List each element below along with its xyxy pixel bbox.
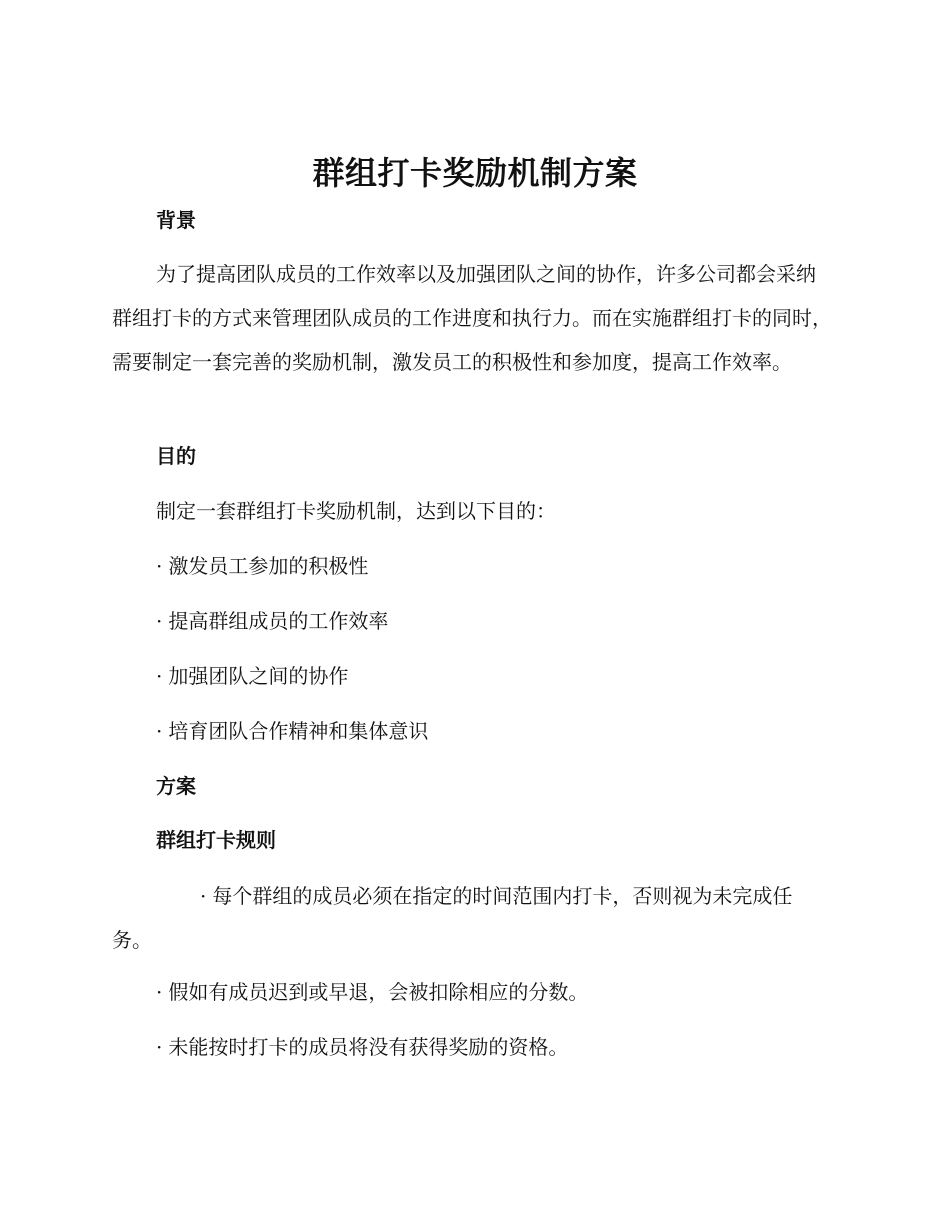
- document-title: 群组打卡奖励机制方案: [312, 154, 638, 192]
- background-paragraph: 为了提高团队成员的工作效率以及加强团队之间的协作，许多公司都会采纳群组打卡的方式来管理团队成员的工作进度和执行力。而在实施群组打卡的同时，需要制定一套完善的奖励机制，激发员工的积极性和参加度，提高工作效率。: [112, 262, 832, 374]
- bullet-icon: ·: [156, 1035, 163, 1059]
- purpose-list-item: · 激发员工参加的积极性: [156, 554, 369, 578]
- purpose-intro: 制定一套群组打卡奖励机制，达到以下目的：: [156, 499, 556, 523]
- rule-list-item: · 每个群组的成员必须在指定的时间范围内打卡，否则视为未完成任务。: [112, 874, 812, 962]
- rule-list-item: · 未能按时打卡的成员将没有获得奖励的资格。: [156, 1035, 569, 1059]
- section-heading-background: 背景: [156, 208, 196, 232]
- purpose-list-item: · 加强团队之间的协作: [156, 664, 349, 688]
- purpose-list-item: · 培育团队合作精神和集体意识: [156, 719, 429, 743]
- subheading-checkin-rules: 群组打卡规则: [156, 828, 276, 852]
- bullet-icon: ·: [156, 609, 163, 633]
- section-heading-purpose: 目的: [156, 444, 196, 468]
- bullet-icon: ·: [200, 884, 207, 908]
- bullet-icon: ·: [156, 554, 163, 578]
- bullet-icon: ·: [156, 980, 163, 1004]
- rule-list-item: · 假如有成员迟到或早退，会被扣除相应的分数。: [156, 980, 589, 1004]
- bullet-icon: ·: [156, 664, 163, 688]
- purpose-list-item: · 提高群组成员的工作效率: [156, 609, 389, 633]
- bullet-icon: ·: [156, 719, 163, 743]
- section-heading-plan: 方案: [156, 774, 196, 798]
